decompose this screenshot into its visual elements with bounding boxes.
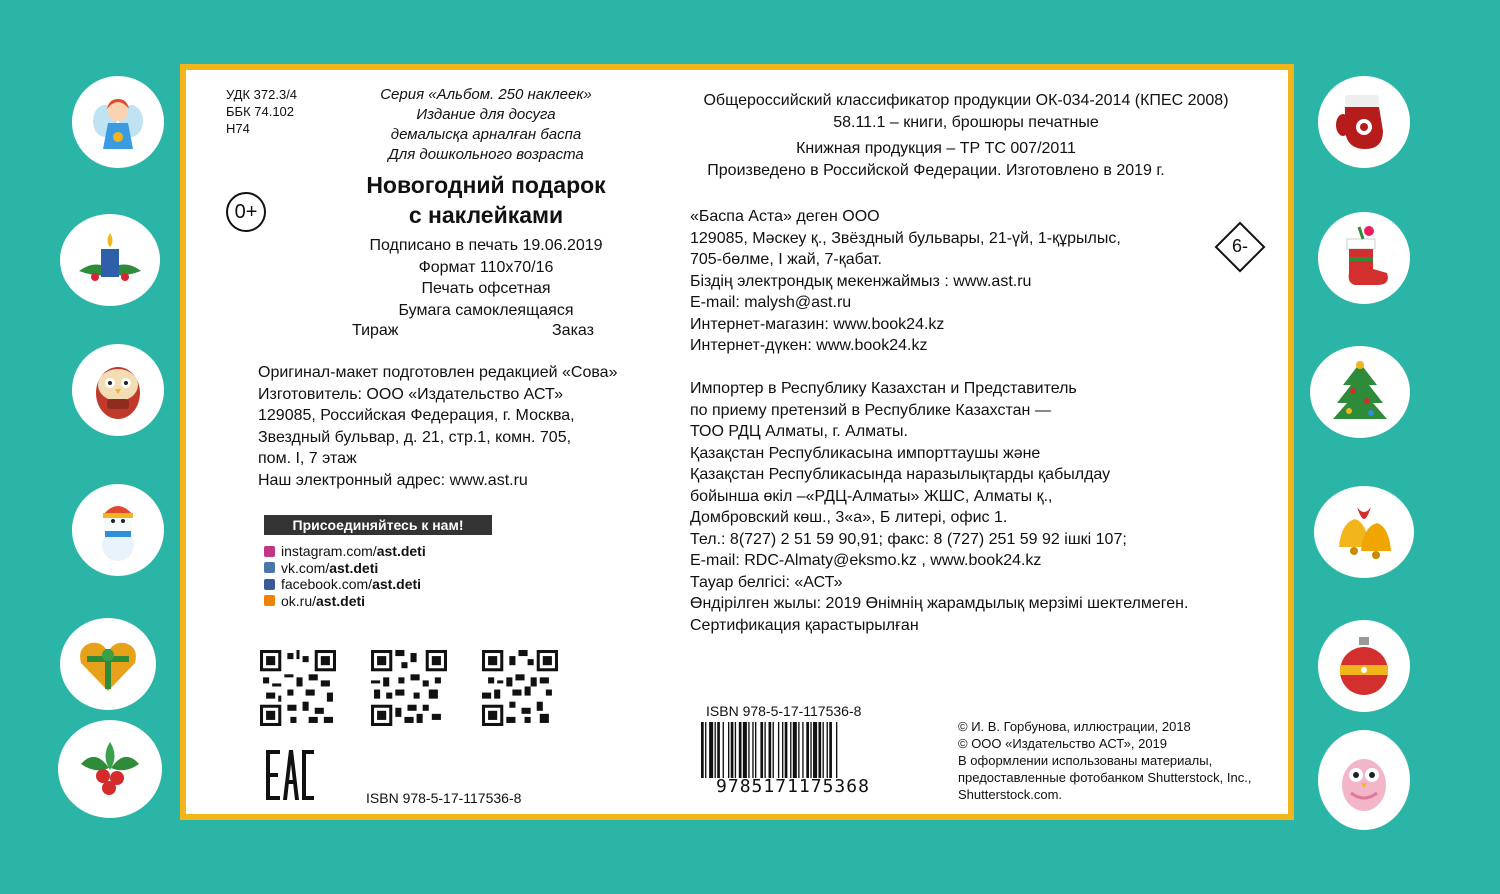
mitten-sticker — [1322, 80, 1406, 164]
snowman-sticker — [76, 488, 160, 572]
barcode-bar — [790, 722, 791, 778]
snowman-icon — [83, 495, 153, 565]
publisher-block — [258, 362, 617, 491]
barcode-bar — [829, 722, 832, 778]
instagram-icon — [264, 546, 275, 557]
publisher-line: Наш электронный адрес: www.ast.ru — [258, 471, 528, 489]
barcode-bar — [773, 722, 774, 778]
social-link-instagram[interactable]: instagram.com/ast.deti — [264, 543, 426, 560]
importer-line: Сертификация қарастырылған — [690, 616, 919, 634]
bells-sticker — [1318, 490, 1410, 574]
tirazh-label: Тираж — [352, 322, 399, 339]
udk-block — [226, 86, 297, 137]
kz-line: Интернет-магазин: www.book24.kz — [690, 315, 945, 333]
importer-line: по приему претензий в Республике Казахстан — — [690, 401, 1051, 419]
series-line: Для дошкольного возраста — [388, 146, 584, 163]
barcode-bar — [823, 722, 824, 778]
importer-line: бойынша өкіл –«РДЦ-Алматы» ЖШС, Алматы қ., — [690, 487, 1053, 505]
social-links — [264, 543, 426, 609]
product-line: Произведено в Российской Федерации. Изготовлено в 2019 г. — [707, 161, 1165, 179]
barcode-bar — [752, 722, 753, 778]
barcode-bar — [748, 722, 749, 778]
barcode-bar — [715, 722, 716, 778]
bbk-line: ББК 74.102 — [226, 104, 295, 119]
owl-sticker — [76, 348, 160, 432]
importer-line: Тауар белгісі: «АСТ» — [690, 573, 843, 591]
book-title — [326, 170, 646, 230]
holly-sticker — [62, 724, 158, 814]
importer-block — [690, 378, 1188, 636]
kz-line: «Баспа Аста» деген ООО — [690, 208, 880, 225]
barcode-bar — [827, 722, 828, 778]
barcode-bar — [709, 722, 713, 778]
copyright-line: предоставленные фотобанком Shutterstock, Inc., — [958, 770, 1252, 785]
print-info-line: Формат 110х70/16 — [418, 258, 554, 276]
copyright-block — [958, 718, 1251, 803]
copyright-line: © ООО «Издательство АСТ», 2019 — [958, 736, 1168, 751]
publisher-line: пом. I, 7 этаж — [258, 450, 357, 467]
title-line: с наклейками — [408, 202, 564, 228]
copyright-line: В оформлении использованы материалы, — [958, 753, 1213, 768]
publisher-line: 129085, Российская Федерация, г. Москва, — [258, 407, 575, 424]
barcode-bar — [743, 722, 747, 778]
stocking-sticker — [1322, 216, 1406, 300]
age-mark: 0+ — [226, 192, 266, 232]
print-info-line: Печать офсетная — [421, 280, 551, 297]
importer-line: Импортер в Республику Казахстан и Представитель — [690, 380, 1077, 397]
ok-icon — [264, 595, 275, 606]
mitten-icon — [1329, 87, 1399, 157]
gift-heart-icon — [73, 629, 143, 699]
product-block — [626, 138, 1246, 181]
barcode-bar — [701, 722, 704, 778]
barcode-bar — [764, 722, 765, 778]
publisher-line: Изготовитель: ООО «Издательство АСТ» — [258, 385, 563, 403]
barcode-bar — [778, 722, 779, 778]
publisher-line: Оригинал-макет подготовлен редакцией «Сова» — [258, 364, 618, 381]
product-line: Книжная продукция – ТР ТС 007/2011 — [796, 140, 1076, 157]
print-info-line: Бумага самоклеящаяся — [398, 301, 574, 319]
bells-icon — [1329, 497, 1399, 567]
print-info — [326, 235, 646, 321]
barcode-bar — [739, 722, 742, 778]
qr-code-vk[interactable] — [371, 650, 447, 726]
barcode-bar — [717, 722, 720, 778]
angel-icon — [83, 87, 153, 157]
barcode-bar — [782, 722, 783, 778]
kz-line: Біздің электрондық мекенжаймыз : www.ast.ru — [690, 272, 1032, 290]
social-link-ok[interactable]: ok.ru/ast.deti — [264, 593, 426, 610]
barcode-bar — [705, 722, 706, 778]
barcode-bar — [810, 722, 811, 778]
imprint-panel — [180, 64, 1294, 820]
barcode-digits: 9785171175368 — [716, 776, 870, 797]
barcode-bar — [731, 722, 734, 778]
series-line: Издание для досуга — [416, 106, 556, 123]
join-us-banner: Присоединяйтесь к нам! — [264, 515, 492, 535]
social-link-facebook[interactable]: facebook.com/ast.deti — [264, 576, 426, 593]
print-info-line: Подписано в печать 19.06.2019 — [369, 237, 603, 254]
barcode-isbn: ISBN 978-5-17-117536-8 — [706, 703, 862, 719]
barcode-bar — [785, 722, 788, 778]
zakaz-label: Заказ — [552, 322, 594, 339]
age-diamond-label: 6- — [1231, 236, 1248, 256]
kz-line: Интернет-дүкен: www.book24.kz — [690, 337, 928, 354]
candle-sticker — [64, 218, 156, 302]
kz-line: 705-бөлме, I жай, 7-қабат. — [690, 251, 882, 268]
publisher-line: Звездный бульвар, д. 21, стр.1, комн. 705, — [258, 428, 572, 446]
pink-owl-sticker — [1322, 734, 1406, 826]
gift-heart-sticker — [64, 622, 152, 706]
series-line: Серия «Альбом. 250 наклеек» — [380, 86, 592, 103]
udk-line: УДК 372.3/4 — [226, 87, 298, 102]
barcode — [700, 722, 886, 778]
barcode-bar — [793, 722, 797, 778]
importer-line: Қазақстан Республикасына импорттаушы және — [690, 444, 1041, 462]
author-mark: Н74 — [226, 121, 250, 136]
barcode-bar — [760, 722, 763, 778]
barcode-bar — [723, 722, 724, 778]
barcode-bar — [813, 722, 817, 778]
kz-line: E-mail: malysh@ast.ru — [690, 294, 852, 311]
angel-sticker — [76, 80, 160, 164]
series-block — [356, 85, 616, 165]
copyright-line: Shutterstock.com. — [958, 787, 1063, 802]
barcode-bar — [836, 722, 837, 778]
series-line: демалысқа арналған баспа — [390, 126, 582, 143]
ornament-icon — [1329, 631, 1399, 701]
classifier-line: Общероссийский классификатор продукции ОК-034-2014 (КПЕС 2008) — [703, 92, 1229, 109]
importer-line: E-mail: RDC-Almaty@eksmo.kz , www.book24.kz — [690, 552, 1042, 569]
classifier-block — [646, 90, 1286, 133]
ornament-sticker — [1322, 624, 1406, 708]
importer-line: Домбровский көш., 3«а», Б литері, офис 1. — [690, 509, 1008, 526]
barcode-bar — [735, 722, 736, 778]
barcode-bar — [798, 722, 799, 778]
copyright-line: © И. В. Горбунова, иллюстрации, 2018 — [958, 719, 1191, 734]
vk-icon — [264, 562, 275, 573]
tree-icon — [1325, 357, 1395, 427]
barcode-bar — [806, 722, 809, 778]
barcode-bar — [728, 722, 729, 778]
candle-icon — [75, 225, 145, 295]
importer-line: ТОО РДЦ Алматы, г. Алматы. — [690, 423, 908, 440]
isbn-left: ISBN 978-5-17-117536-8 — [366, 790, 522, 806]
holly-icon — [75, 734, 145, 804]
importer-line: Қазақстан Республикасында наразылықтарды қабылдау — [690, 466, 1111, 483]
pink-owl-icon — [1329, 745, 1399, 815]
barcode-bar — [755, 722, 756, 778]
classifier-line: 58.11.1 – книги, брошюры печатные — [833, 113, 1099, 131]
title-line: Новогодний подарок — [366, 172, 606, 198]
importer-line: Өндірілген жылы: 2019 Өнімнің жарамдылық мерзімі шектелмеген. — [690, 595, 1189, 612]
kz-line: 129085, Мәскеу қ., Звёздный бульвары, 21-үй, 1-құрылыс, — [690, 229, 1121, 247]
importer-line: Тел.: 8(727) 2 51 59 90,91; факс: 8 (727) 251 59 92 ішкі 107; — [690, 530, 1127, 548]
barcode-bar — [818, 722, 821, 778]
qr-code-instagram[interactable] — [260, 650, 336, 726]
barcode-bar — [769, 722, 772, 778]
stocking-icon — [1329, 223, 1399, 293]
kz-publisher-block — [690, 206, 1121, 357]
facebook-icon — [264, 579, 275, 590]
tree-sticker — [1314, 350, 1406, 434]
barcode-bar — [802, 722, 803, 778]
eac-mark — [264, 748, 316, 802]
social-link-vk[interactable]: vk.com/ast.deti — [264, 560, 426, 577]
qr-code-facebook[interactable] — [482, 650, 558, 726]
owl-icon — [83, 355, 153, 425]
